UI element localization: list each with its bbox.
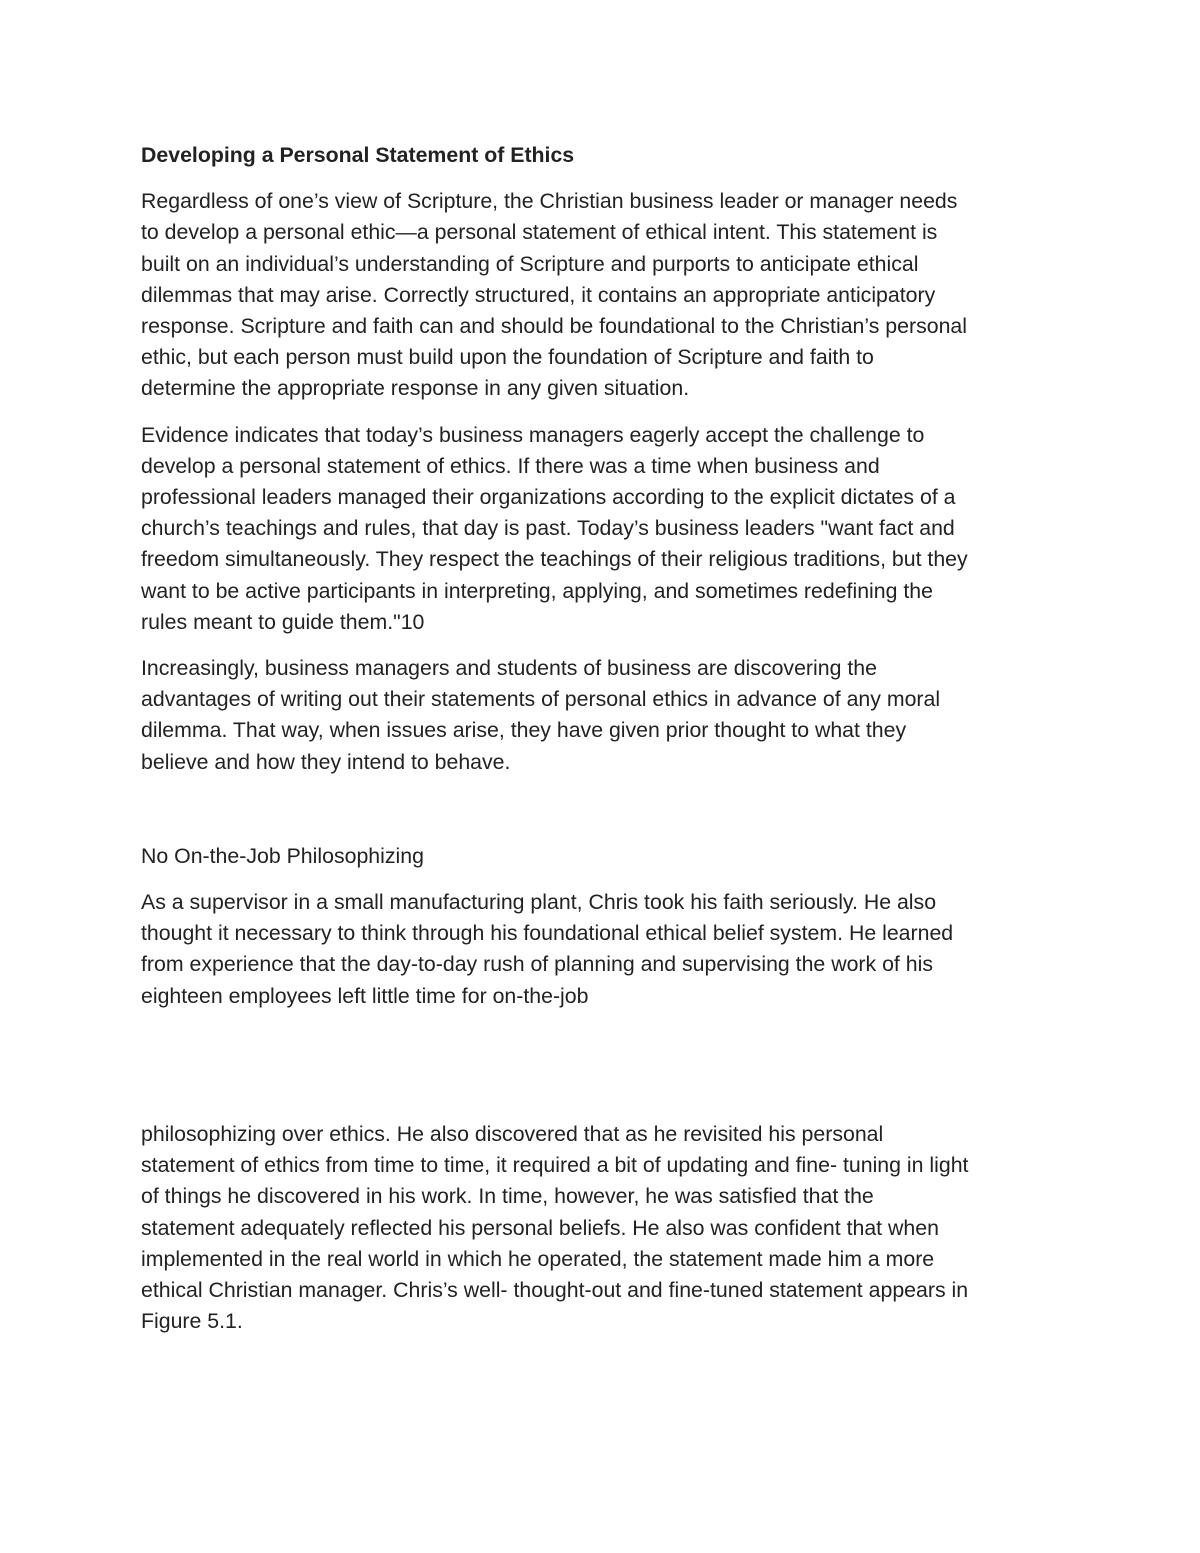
text-line: philosophizing over ethics. He also discovered that as he revisited his personal xyxy=(141,1122,884,1146)
text-line: church’s teachings and rules, that day is past. Today’s business leaders "want fact and xyxy=(141,516,955,541)
section-subheading: No On-the-Job Philosophizing xyxy=(141,843,424,868)
case-paragraph xyxy=(141,887,1066,1012)
text-line: built on an individual’s understanding of Scripture and purports to anticipate ethical xyxy=(141,251,919,276)
text-line: believe and how they intend to behave. xyxy=(141,749,511,774)
document-body-bottom xyxy=(141,1119,1066,1352)
continuation-paragraph xyxy=(141,1119,1066,1337)
text-line: from experience that the day-to-day rush of planning and supervising the work of his xyxy=(141,952,933,977)
text-line: develop a personal statement of ethics. If there was a time when business and xyxy=(141,453,880,478)
text-line: professional leaders managed their organizations according to the explicit dictates of a xyxy=(141,485,956,510)
text-line: thought it necessary to think through his foundational ethical belief system. He learned xyxy=(141,921,954,946)
paragraph-3 xyxy=(141,653,1066,778)
text-line: Increasingly, business managers and students of business are discovering the xyxy=(141,656,877,681)
text-line: freedom simultaneously. They respect the teachings of their religious traditions, but they xyxy=(141,547,968,572)
text-line: of things he discovered in his work. In time, however, he was satisfied that the xyxy=(141,1184,874,1209)
document-title: Developing a Personal Statement of Ethics xyxy=(141,143,575,167)
text-line: dilemma. That way, when issues arise, they have given prior thought to what they xyxy=(141,718,907,743)
text-line: implemented in the real world in which he operated, the statement made him a more xyxy=(141,1246,935,1271)
text-line: Evidence indicates that today’s business managers eagerly accept the challenge to xyxy=(141,422,925,447)
paragraph-2 xyxy=(141,420,1066,638)
text-line: ethical Christian manager. Chris’s well- thought-out and fine-tuned statement appears in xyxy=(141,1278,969,1303)
text-line: statement adequately reflected his personal beliefs. He also was confident that when xyxy=(141,1215,939,1240)
text-line: Figure 5.1. xyxy=(141,1309,243,1334)
text-line: response. Scripture and faith can and should be foundational to the Christian’s personal xyxy=(141,314,967,339)
text-line: ethic, but each person must build upon the foundation of Scripture and faith to xyxy=(141,345,874,370)
document-body-top xyxy=(141,140,1066,1027)
text-line: Regardless of one’s view of Scripture, the Christian business leader or manager needs xyxy=(141,189,958,214)
text-line: As a supervisor in a small manufacturing plant, Chris took his faith seriously. He also xyxy=(141,890,937,915)
text-line: dilemmas that may arise. Correctly structured, it contains an appropriate anticipatory xyxy=(141,282,936,307)
text-line: advantages of writing out their statements of personal ethics in advance of any moral xyxy=(141,687,941,712)
text-line: to develop a personal ethic—a personal statement of ethical intent. This statement is xyxy=(141,220,938,245)
text-line: rules meant to guide them."10 xyxy=(141,609,425,634)
paragraph-1 xyxy=(141,186,1066,404)
text-line: determine the appropriate response in any given situation. xyxy=(141,376,690,401)
text-line: eighteen employees left little time for on-the-job xyxy=(141,983,589,1008)
text-line: want to be active participants in interpreting, applying, and sometimes redefining the xyxy=(141,578,933,603)
text-line: statement of ethics from time to time, it required a bit of updating and fine- tuning in light xyxy=(141,1153,969,1178)
